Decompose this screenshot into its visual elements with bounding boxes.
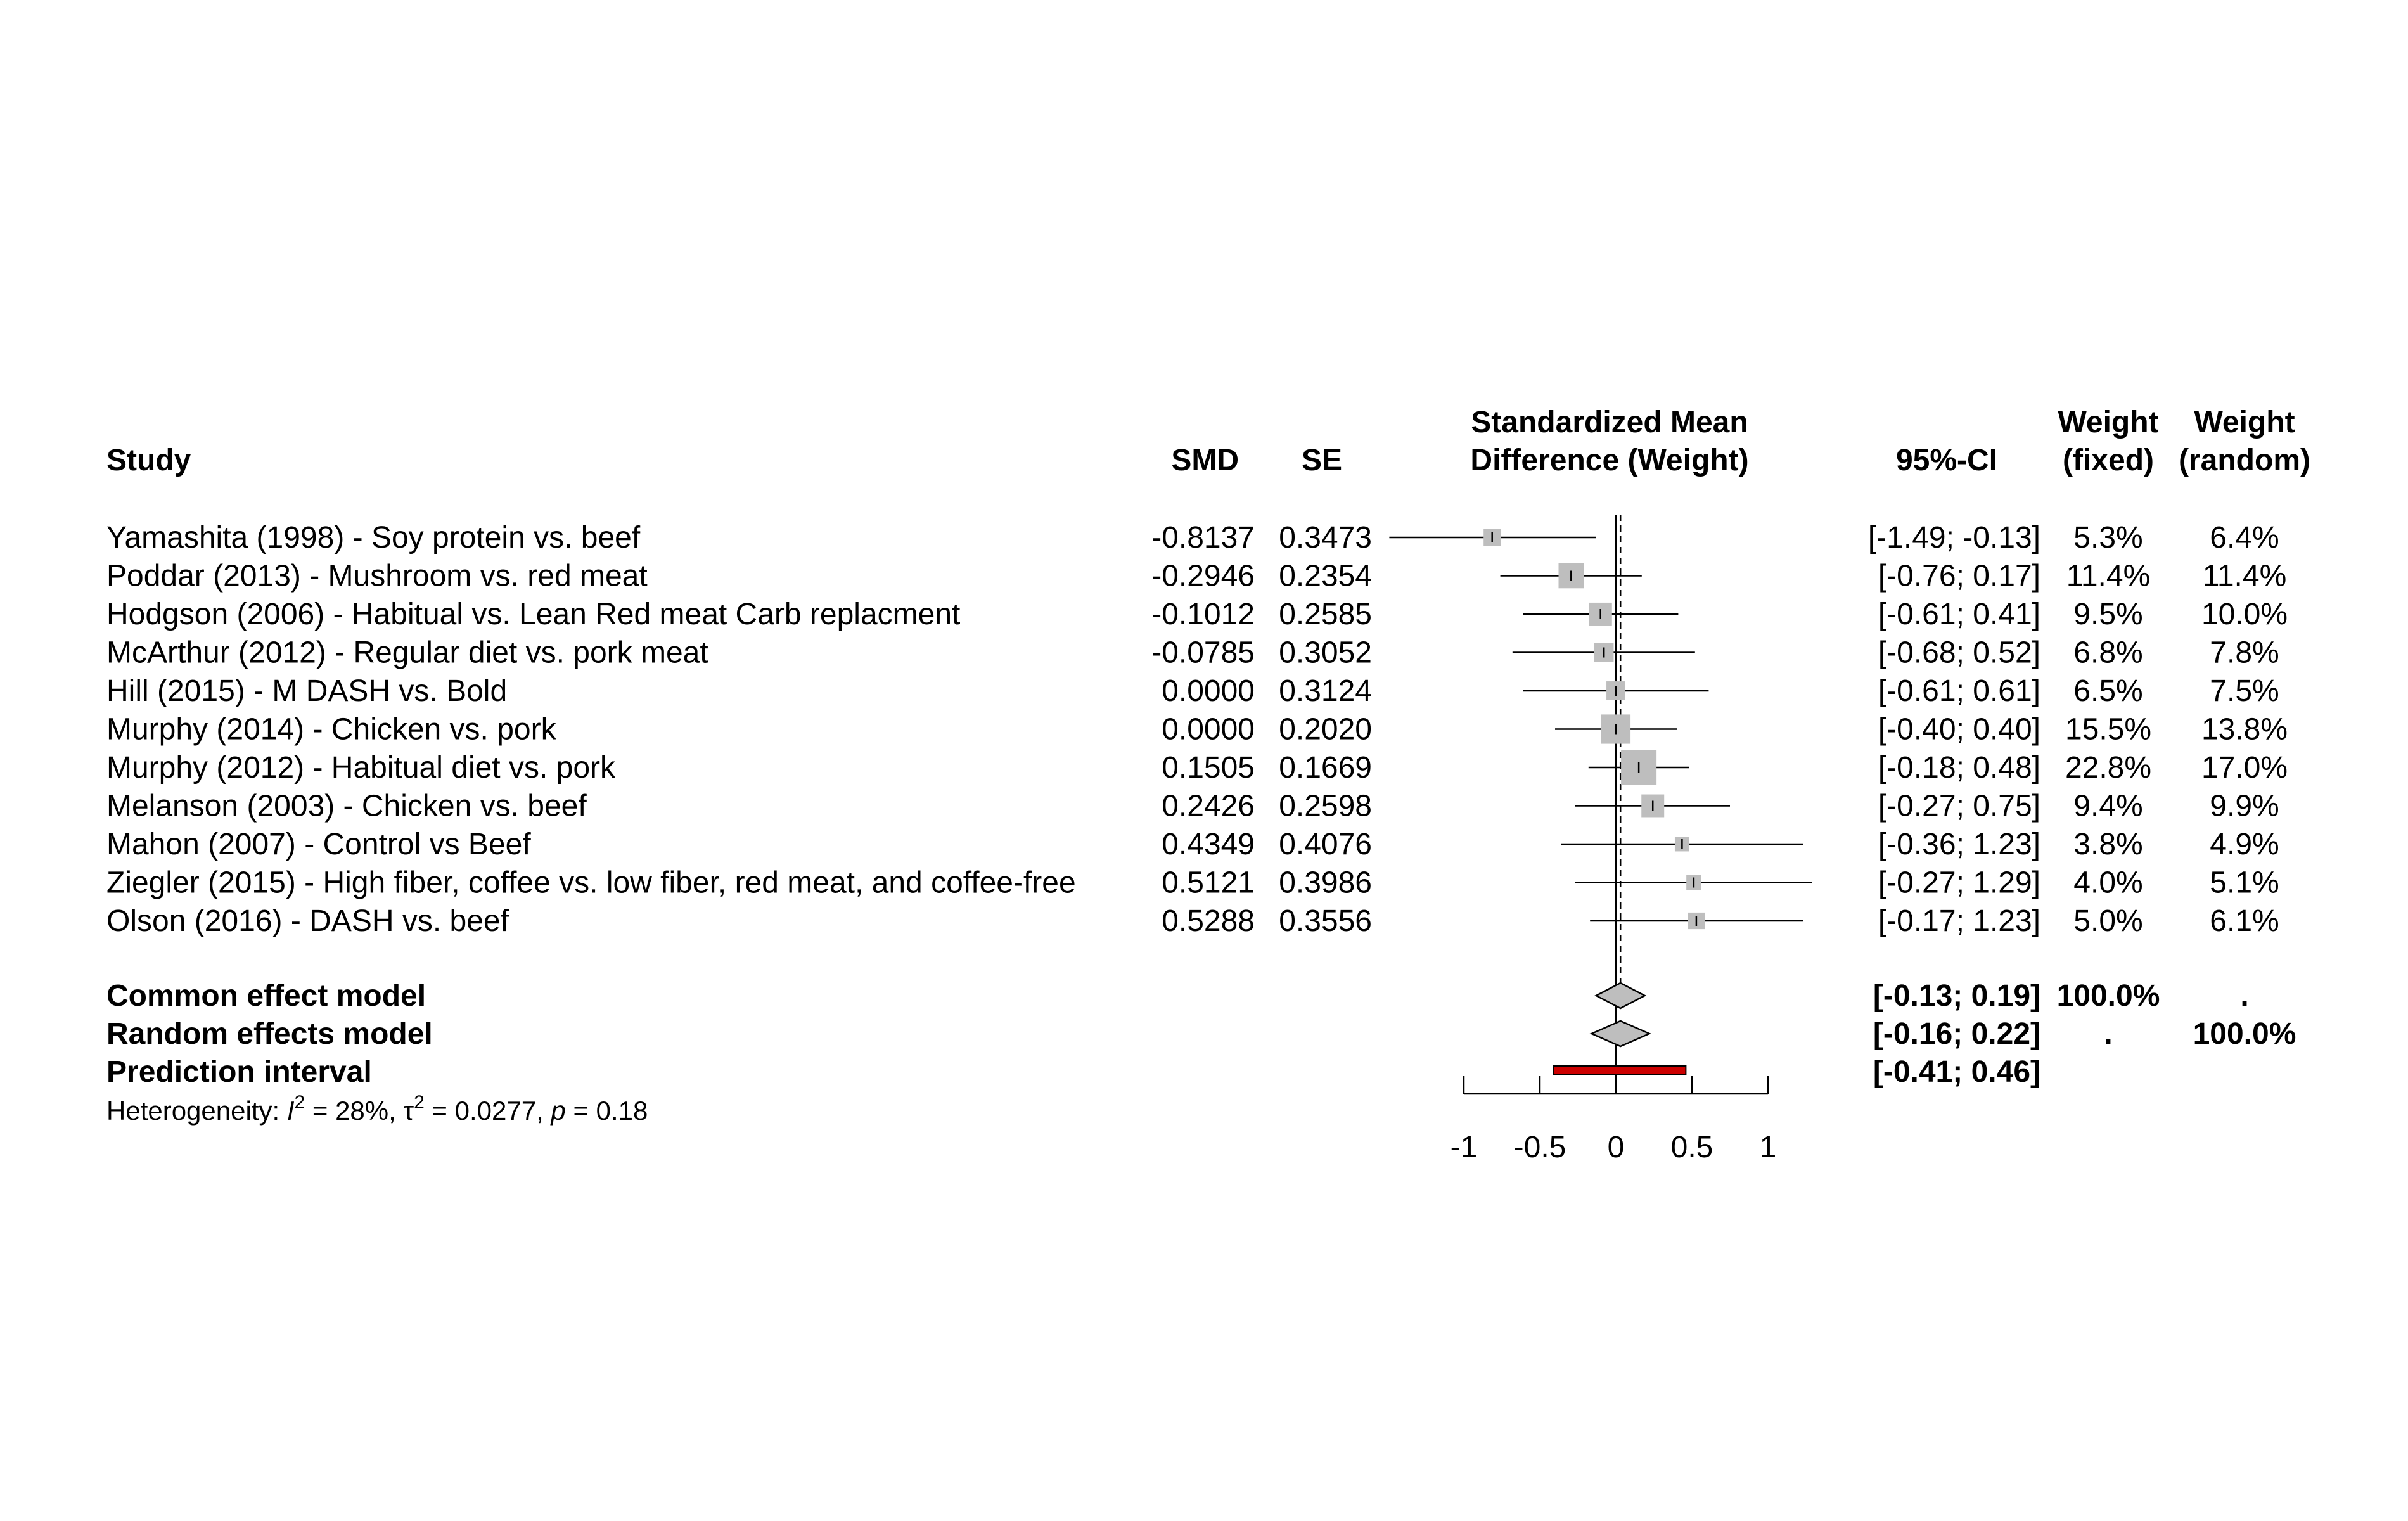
- study-ci: [-0.27; 1.29]: [1878, 866, 2040, 900]
- study-se: 0.4076: [1279, 828, 1372, 861]
- study-weight-fixed: 4.0%: [2073, 866, 2143, 900]
- study-rows: [106, 521, 2288, 938]
- study-ci: [-0.76; 0.17]: [1878, 559, 2040, 593]
- het-p-value: = 0.18: [565, 1096, 648, 1126]
- het-p-symbol: p: [551, 1096, 566, 1126]
- study-weight-random: 10.0%: [2201, 598, 2288, 631]
- het-i2-value: = 28%,: [305, 1096, 404, 1126]
- study-weight-fixed: 9.4%: [2073, 789, 2143, 823]
- common-effect-weight-random: .: [2240, 979, 2249, 1013]
- study-se: 0.2598: [1279, 789, 1372, 823]
- study-weight-random: 6.4%: [2210, 521, 2279, 555]
- study-se: 0.2020: [1279, 712, 1372, 747]
- het-i2-sup: 2: [294, 1092, 305, 1113]
- het-prefix: Heterogeneity:: [106, 1096, 287, 1126]
- study-smd: 0.1505: [1162, 751, 1255, 785]
- study-name: Mahon (2007) - Control vs Beef: [106, 828, 531, 861]
- heterogeneity-text: [106, 1092, 648, 1126]
- header-weight-random-line2: (random): [2179, 444, 2310, 477]
- study-name: Hodgson (2006) - Habitual vs. Lean Red meat Carb replacment: [106, 598, 961, 631]
- study-se: 0.3473: [1279, 521, 1372, 555]
- header-se: SE: [1301, 444, 1342, 477]
- study-smd: 0.5121: [1162, 866, 1255, 900]
- header-study: Study: [106, 444, 191, 477]
- study-smd: 0.2426: [1162, 789, 1255, 823]
- study-smd: 0.5288: [1162, 904, 1255, 938]
- random-effects-label: Random effects model: [106, 1017, 433, 1051]
- header-weight-fixed-line2: (fixed): [2063, 444, 2154, 477]
- study-weight-random: 4.9%: [2210, 828, 2279, 861]
- study-weight-random: 7.5%: [2210, 674, 2279, 708]
- header-weight-random-line1: Weight: [2194, 406, 2295, 439]
- study-se: 0.3556: [1279, 904, 1372, 938]
- study-weight-random: 9.9%: [2210, 789, 2279, 823]
- study-weight-random: 11.4%: [2202, 559, 2287, 593]
- x-tick-label: 1: [1759, 1131, 1777, 1164]
- study-weight-fixed: 6.5%: [2073, 674, 2143, 708]
- study-ci: [-0.27; 0.75]: [1878, 789, 2040, 823]
- plot-marks: [1389, 515, 1812, 1164]
- study-se: 0.3986: [1279, 866, 1372, 900]
- het-tau-sup: 2: [414, 1092, 425, 1113]
- x-tick-label: 0: [1607, 1131, 1625, 1164]
- study-weight-fixed: 9.5%: [2073, 598, 2143, 631]
- study-ci: [-0.61; 0.61]: [1878, 674, 2040, 708]
- study-smd: -0.2946: [1151, 559, 1255, 593]
- study-name: Poddar (2013) - Mushroom vs. red meat: [106, 559, 648, 593]
- study-ci: [-0.61; 0.41]: [1878, 598, 2040, 631]
- study-smd: 0.4349: [1162, 828, 1255, 861]
- study-name: McArthur (2012) - Regular diet vs. pork meat: [106, 636, 708, 670]
- study-weight-fixed: 6.8%: [2073, 636, 2143, 670]
- random-effects-weight-fixed: .: [2104, 1017, 2113, 1051]
- study-weight-fixed: 22.8%: [2065, 751, 2152, 785]
- study-smd: -0.8137: [1151, 521, 1255, 555]
- study-weight-random: 5.1%: [2210, 866, 2279, 900]
- study-name: Hill (2015) - M DASH vs. Bold: [106, 674, 508, 708]
- study-weight-fixed: 5.0%: [2073, 904, 2143, 938]
- study-name: Ziegler (2015) - High fiber, coffee vs. low fiber, red meat, and coffee-free: [106, 866, 1076, 900]
- study-weight-random: 17.0%: [2201, 751, 2288, 785]
- header-smd: SMD: [1171, 444, 1239, 477]
- study-weight-fixed: 15.5%: [2065, 712, 2152, 747]
- study-se: 0.1669: [1279, 751, 1372, 785]
- study-weight-fixed: 5.3%: [2073, 521, 2143, 555]
- prediction-interval-bar: [1554, 1066, 1686, 1074]
- study-weight-random: 7.8%: [2210, 636, 2279, 670]
- study-smd: -0.1012: [1151, 598, 1255, 631]
- het-tau-symbol: τ: [403, 1096, 414, 1126]
- x-tick-label: 0.5: [1670, 1131, 1713, 1164]
- header-ci: 95%-CI: [1895, 444, 1998, 477]
- common-effect-weight-fixed: 100.0%: [2056, 979, 2160, 1013]
- random-effects-diamond: [1592, 1021, 1649, 1046]
- study-name: Murphy (2012) - Habitual diet vs. pork: [106, 751, 616, 785]
- prediction-interval-ci: [-0.41; 0.46]: [1873, 1055, 2040, 1089]
- study-ci: [-0.17; 1.23]: [1878, 904, 2040, 938]
- study-name: Murphy (2014) - Chicken vs. pork: [106, 712, 556, 747]
- study-ci: [-0.18; 0.48]: [1878, 751, 2040, 785]
- study-weight-fixed: 11.4%: [2066, 559, 2151, 593]
- het-i2-symbol: I: [286, 1096, 295, 1126]
- study-smd: 0.0000: [1162, 712, 1255, 747]
- study-weight-random: 13.8%: [2201, 712, 2288, 747]
- column-headers: [106, 406, 2310, 477]
- x-tick-label: -0.5: [1513, 1131, 1566, 1164]
- study-name: Olson (2016) - DASH vs. beef: [106, 904, 509, 938]
- common-effect-ci: [-0.13; 0.19]: [1873, 979, 2040, 1013]
- study-weight-random: 6.1%: [2210, 904, 2279, 938]
- common-effect-diamond: [1596, 983, 1645, 1008]
- study-ci: [-1.49; -0.13]: [1867, 521, 2040, 555]
- het-tau-value: = 0.0277,: [424, 1096, 551, 1126]
- study-name: Melanson (2003) - Chicken vs. beef: [106, 789, 587, 823]
- study-ci: [-0.40; 0.40]: [1878, 712, 2040, 747]
- header-effect-line2: Difference (Weight): [1470, 444, 1749, 477]
- study-se: 0.2354: [1279, 559, 1372, 593]
- study-se: 0.2585: [1279, 598, 1372, 631]
- study-smd: -0.0785: [1151, 636, 1255, 670]
- header-effect-line1: Standardized Mean: [1471, 406, 1748, 439]
- study-ci: [-0.68; 0.52]: [1878, 636, 2040, 670]
- random-effects-ci: [-0.16; 0.22]: [1873, 1017, 2040, 1051]
- x-tick-label: -1: [1450, 1131, 1478, 1164]
- study-name: Yamashita (1998) - Soy protein vs. beef: [106, 521, 641, 555]
- common-effect-label: Common effect model: [106, 979, 426, 1013]
- summary-rows: [106, 979, 2296, 1089]
- study-se: 0.3124: [1279, 674, 1372, 708]
- random-effects-weight-random: 100.0%: [2193, 1017, 2296, 1051]
- prediction-interval-label: Prediction interval: [106, 1055, 372, 1089]
- study-smd: 0.0000: [1162, 674, 1255, 708]
- study-weight-fixed: 3.8%: [2073, 828, 2143, 861]
- study-ci: [-0.36; 1.23]: [1878, 828, 2040, 861]
- header-weight-fixed-line1: Weight: [2058, 406, 2159, 439]
- study-se: 0.3052: [1279, 636, 1372, 670]
